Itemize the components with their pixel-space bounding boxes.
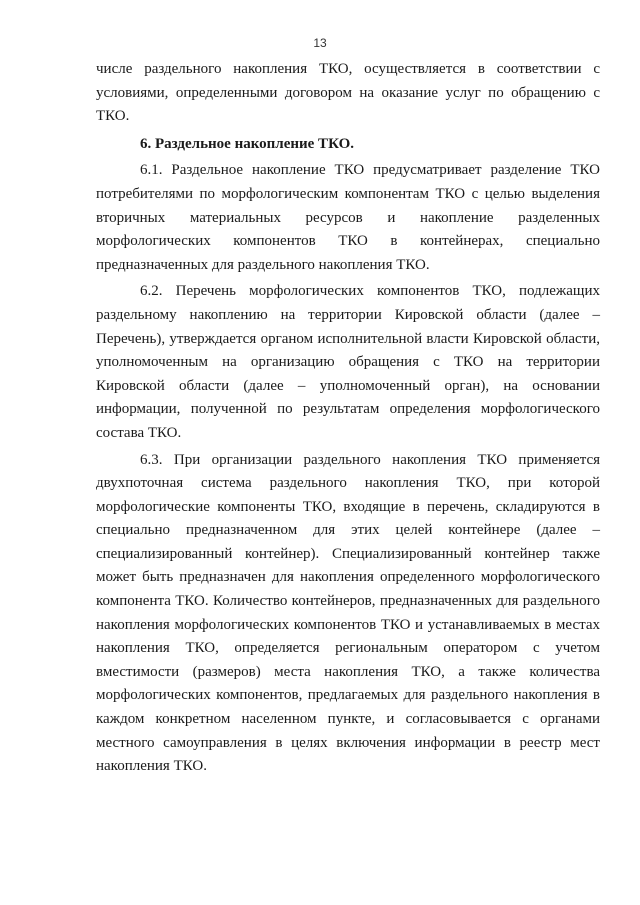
page-number: 13 — [313, 36, 327, 50]
paragraph-6-3: 6.3. При организации раздельного накопления ТКО применяется двухпоточная система раздельного накопления ТКО, при которой морфологические компоненты ТКО, входящие в перечень, складируются в специально предназначенном для этих целей контейнере (далее – специализированный контейнер). Специализированный контейнер также может быть предназначен для накопления определенного морфологического компонента ТКО. Количество контейнеров, предназначенных для раздельного накопления морфологических компонентов ТКО и устанавливаемых в местах накопления ТКО, определяется региональным оператором с учетом вместимости (размеров) места накопления ТКО, а также количества морфологических компонентов, предлагаемых для раздельного накопления в каждом конкретном населенном пункте, и согласовывается с органами местного самоуправления в целях включения информации в реестр мест накопления ТКО. — [96, 451, 600, 775]
paragraph-6-1: 6.1. Раздельное накопление ТКО предусматривает разделение ТКО потребителями по морфологическим компонентам ТКО с целью выделения вторичных материальных ресурсов и накопление разделенных морфологических компонентов ТКО в контейнерах, специально предназначенных для раздельного накопления ТКО. — [96, 162, 600, 273]
paragraph-6-2: 6.2. Перечень морфологических компонентов ТКО, подлежащих раздельному накоплению на территории Кировской области (далее – Перечень), утверждается органом исполнительной власти Кировской области, уполномоченным на организацию обращения с ТКО на территории Кировской области (далее – уполномоченный орган), на основании информации, полученной по результатам определения морфологического состава ТКО. — [96, 283, 600, 441]
document-body — [96, 58, 600, 779]
section-heading: 6. Раздельное накопление ТКО. — [140, 135, 354, 152]
paragraph-intro: числе раздельного накопления ТКО, осуществляется в соответствии с условиями, определенными договором на оказание услуг по обращению с ТКО. — [96, 61, 600, 125]
